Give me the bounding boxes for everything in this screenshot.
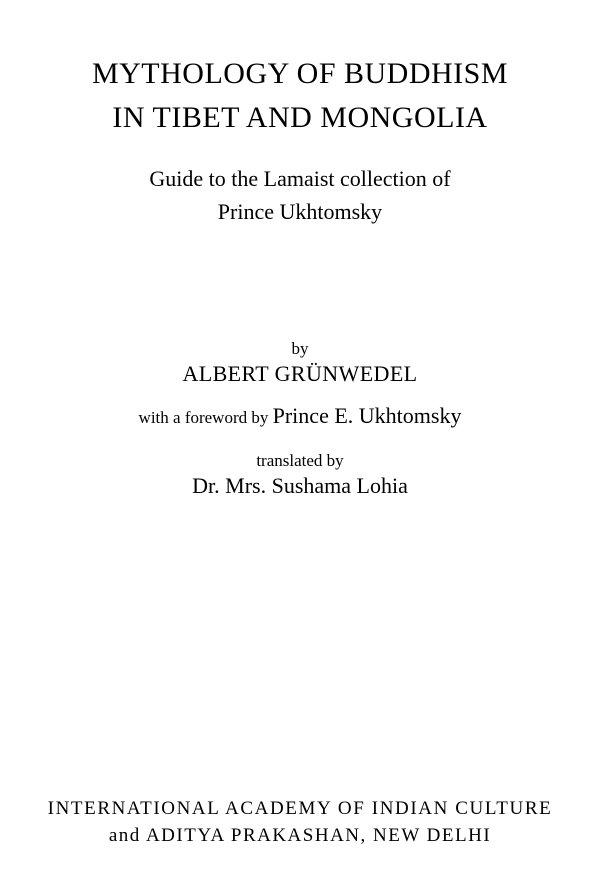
- book-subtitle-line-1: Guide to the Lamaist collection of: [149, 166, 451, 191]
- book-title-line-2: IN TIBET AND MONGOLIA: [112, 101, 488, 134]
- publisher-imprint: [0, 795, 600, 849]
- translator-name: Dr. Mrs. Sushama Lohia: [192, 473, 408, 498]
- foreword-prefix: with a foreword by: [138, 408, 273, 427]
- foreword-credit: [0, 402, 600, 433]
- author-name: ALBERT GRÜNWEDEL: [182, 361, 418, 386]
- book-subtitle-line-2: Prince Ukhtomsky: [217, 199, 383, 224]
- book-title-line-1: MYTHOLOGY OF BUDDHISM: [91, 57, 509, 90]
- foreword-author-name: Prince E. Ukhtomsky: [272, 403, 462, 428]
- author-credit: [0, 338, 600, 388]
- book-title: [0, 52, 600, 140]
- book-subtitle: [0, 162, 600, 228]
- publisher-line-1: INTERNATIONAL ACADEMY OF INDIAN CULTURE: [47, 798, 553, 819]
- translator-credit: [0, 450, 600, 500]
- publisher-line-2: and ADITYA PRAKASHAN, NEW DELHI: [108, 825, 492, 846]
- translated-by-label: translated by: [256, 451, 344, 470]
- author-by-label: by: [291, 339, 309, 358]
